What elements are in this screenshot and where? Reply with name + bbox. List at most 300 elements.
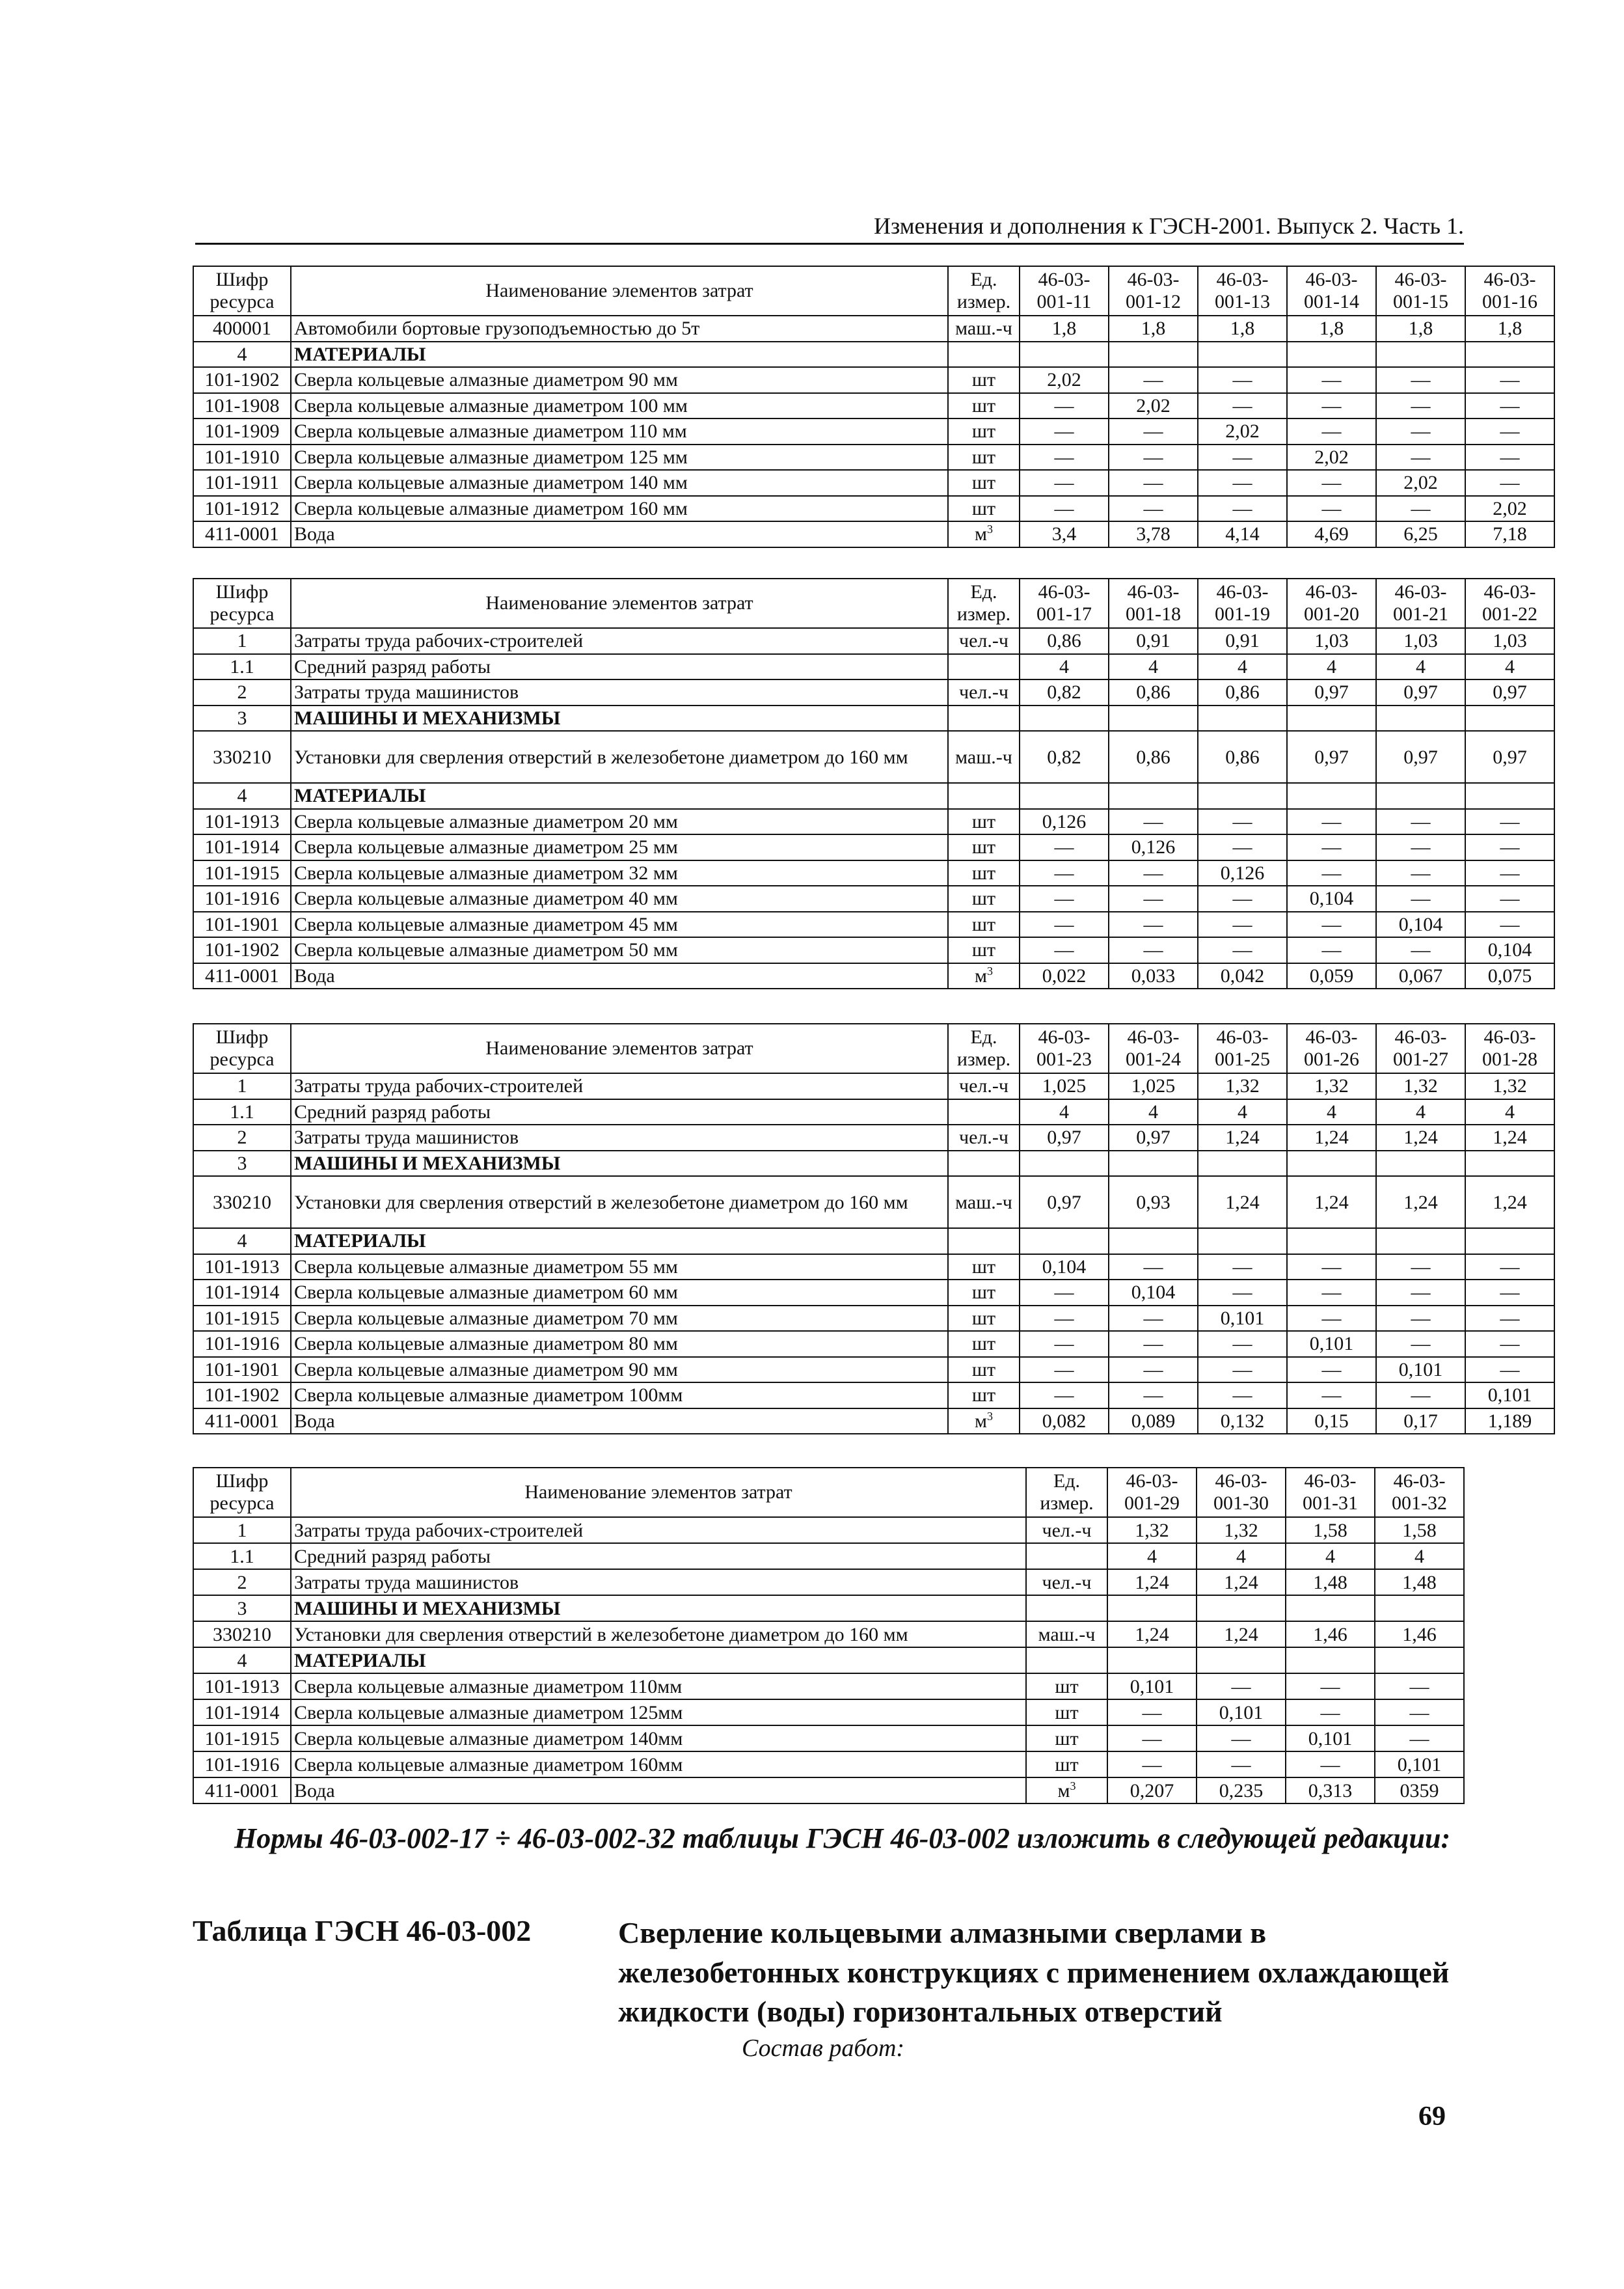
- resource-code: 411-0001: [193, 521, 291, 547]
- norm-value: 1,24: [1197, 1569, 1286, 1595]
- norm-value: 3,4: [1020, 521, 1109, 547]
- table-row: [193, 706, 1554, 732]
- header-norm-code: [1198, 1024, 1287, 1073]
- header-code: [193, 1468, 291, 1517]
- resource-code: 101-1916: [193, 1331, 291, 1357]
- norm-value: —: [1465, 860, 1554, 886]
- norm-value: —: [1465, 393, 1554, 419]
- unit: шт: [948, 418, 1020, 445]
- norm-value: —: [1286, 1673, 1375, 1699]
- norm-value: —: [1376, 1280, 1465, 1306]
- header-norm-code-part: 001-22: [1482, 603, 1537, 625]
- header-text-part: ресурса: [210, 291, 275, 312]
- header-norm-code-part: 001-27: [1393, 1049, 1448, 1070]
- norm-value: 4: [1109, 1099, 1198, 1125]
- norm-value: 4: [1465, 1099, 1554, 1125]
- unit: шт: [948, 470, 1020, 496]
- norm-value: 0,126: [1198, 860, 1287, 886]
- table-row: [193, 809, 1554, 835]
- norm-value: 0,91: [1198, 628, 1287, 654]
- norm-value: 2,02: [1376, 470, 1465, 496]
- table-row: [193, 342, 1554, 368]
- unit: шт: [948, 1306, 1020, 1332]
- norm-value: —: [1020, 393, 1109, 419]
- norm-value: —: [1465, 809, 1554, 835]
- resource-code: 1: [193, 1517, 291, 1543]
- norm-value: —: [1287, 1280, 1376, 1306]
- norm-value: —: [1376, 418, 1465, 445]
- norm-value: 0,93: [1109, 1176, 1198, 1228]
- norm-value: 0,042: [1198, 963, 1287, 989]
- norm-value: [1287, 1228, 1376, 1254]
- resource-name: МАШИНЫ И МЕХАНИЗМЫ: [291, 706, 948, 732]
- norm-value: 4: [1107, 1543, 1197, 1569]
- resource-name: Сверла кольцевые алмазные диаметром 110 мм: [291, 418, 948, 445]
- norm-value: —: [1109, 496, 1198, 522]
- resource-code: 330210: [193, 731, 291, 783]
- norm-value: 1,025: [1109, 1073, 1198, 1099]
- norm-value: —: [1020, 470, 1109, 496]
- norm-value: 1,8: [1020, 316, 1109, 342]
- norm-value: 0,082: [1020, 1408, 1109, 1434]
- table-row: [193, 496, 1554, 522]
- resource-code: 101-1915: [193, 1725, 291, 1751]
- norm-value: —: [1109, 912, 1198, 938]
- norm-value: —: [1375, 1673, 1464, 1699]
- resource-code: 101-1902: [193, 367, 291, 393]
- norm-value: [1287, 1151, 1376, 1177]
- norm-value: 1,8: [1287, 316, 1376, 342]
- resource-name: МАТЕРИАЛЫ: [291, 342, 948, 368]
- norm-value: 0,101: [1286, 1725, 1375, 1751]
- table-row: [193, 783, 1554, 809]
- resource-name: Сверла кольцевые алмазные диаметром 125 мм: [291, 445, 948, 471]
- resource-name: Вода: [291, 1408, 948, 1434]
- resource-code: 330210: [193, 1176, 291, 1228]
- unit: [1026, 1647, 1107, 1673]
- resource-name: Сверла кольцевые алмазные диаметром 32 мм: [291, 860, 948, 886]
- header-text-part: Ед.: [970, 1026, 997, 1048]
- resource-code: 101-1915: [193, 1306, 291, 1332]
- norm-value: 0,82: [1020, 731, 1109, 783]
- resource-code: 101-1916: [193, 886, 291, 912]
- norm-value: —: [1376, 393, 1465, 419]
- norm-value: 0,86: [1109, 731, 1198, 783]
- header-norm-code-part: 46-03-: [1216, 581, 1269, 603]
- norm-value: —: [1376, 367, 1465, 393]
- header-norm-code-part: 46-03-: [1127, 268, 1180, 290]
- header-norm-code: [1465, 1024, 1554, 1073]
- resource-name: Средний разряд работы: [291, 1543, 1026, 1569]
- header-text-part: Ед.: [970, 268, 997, 290]
- norm-value: 1,24: [1287, 1125, 1376, 1151]
- norm-value: —: [1465, 834, 1554, 860]
- norm-value: 0,97: [1020, 1125, 1109, 1151]
- header-norm-code-part: 001-24: [1126, 1049, 1181, 1070]
- norm-value: 0,126: [1109, 834, 1198, 860]
- norm-value: 4: [1287, 654, 1376, 680]
- norm-value: —: [1465, 912, 1554, 938]
- norm-value: —: [1287, 860, 1376, 886]
- norm-value: 1,24: [1376, 1125, 1465, 1151]
- norm-value: 0,17: [1376, 1408, 1465, 1434]
- norm-value: 1,8: [1109, 316, 1198, 342]
- resource-code: 2: [193, 1125, 291, 1151]
- norm-value: 0,207: [1107, 1777, 1197, 1803]
- norm-value: —: [1287, 809, 1376, 835]
- norm-value: [1465, 342, 1554, 368]
- table-row: [193, 1331, 1554, 1357]
- norm-value: 4: [1286, 1543, 1375, 1569]
- norm-value: [1109, 783, 1198, 809]
- unit: шт: [1026, 1699, 1107, 1725]
- resource-code: 101-1915: [193, 860, 291, 886]
- header-norm-code-part: 46-03-: [1393, 1470, 1446, 1492]
- resource-name: Сверла кольцевые алмазные диаметром 125мм: [291, 1699, 1026, 1725]
- header-unit: [948, 579, 1020, 628]
- header-unit: [948, 1024, 1020, 1073]
- resource-name: МАТЕРИАЛЫ: [291, 783, 948, 809]
- norm-value: —: [1109, 937, 1198, 963]
- header-text-part: Ед.: [970, 581, 997, 603]
- norm-value: [1107, 1595, 1197, 1621]
- resource-name: МАТЕРИАЛЫ: [291, 1647, 1026, 1673]
- resource-name: МАШИНЫ И МЕХАНИЗМЫ: [291, 1595, 1026, 1621]
- norm-value: —: [1109, 367, 1198, 393]
- norm-value: —: [1287, 470, 1376, 496]
- header-norm-code-part: 001-30: [1213, 1492, 1269, 1514]
- norm-value: 1,189: [1465, 1408, 1554, 1434]
- header-norm-code: [1198, 266, 1287, 316]
- norm-value: 0,022: [1020, 963, 1109, 989]
- norm-value: 1,025: [1020, 1073, 1109, 1099]
- resource-name: Сверла кольцевые алмазные диаметром 40 мм: [291, 886, 948, 912]
- page-header: Изменения и дополнения к ГЭСН-2001. Выпуск 2. Часть 1.: [195, 212, 1464, 245]
- norm-value: —: [1375, 1699, 1464, 1725]
- norm-value: [1465, 783, 1554, 809]
- resource-code: 3: [193, 1151, 291, 1177]
- table-row: [193, 1357, 1554, 1383]
- resource-code: 101-1916: [193, 1751, 291, 1777]
- norm-value: —: [1376, 860, 1465, 886]
- header-norm-code-part: 46-03-: [1305, 268, 1358, 290]
- table-row: [193, 1125, 1554, 1151]
- norm-value: 0,101: [1198, 1306, 1287, 1332]
- resource-name: Сверла кольцевые алмазные диаметром 100мм: [291, 1382, 948, 1408]
- norm-value: —: [1109, 1306, 1198, 1332]
- resource-name: Затраты труда рабочих-строителей: [291, 1073, 948, 1099]
- resource-name: Вода: [291, 963, 948, 989]
- norm-value: [1020, 706, 1109, 732]
- header-norm-code: [1107, 1468, 1197, 1517]
- norm-value: —: [1287, 912, 1376, 938]
- norm-value: 1,48: [1286, 1569, 1375, 1595]
- resource-code: 411-0001: [193, 1777, 291, 1803]
- header-norm-code-part: 46-03-: [1483, 1026, 1536, 1048]
- header-norm-code: [1375, 1468, 1464, 1517]
- header-norm-code-part: 001-21: [1393, 603, 1448, 625]
- norm-value: —: [1198, 393, 1287, 419]
- unit: шт: [948, 834, 1020, 860]
- norm-value: 4: [1020, 654, 1109, 680]
- norm-value: —: [1376, 834, 1465, 860]
- resource-name: Сверла кольцевые алмазные диаметром 160 мм: [291, 496, 948, 522]
- norm-value: —: [1109, 1357, 1198, 1383]
- norm-value: 1,8: [1465, 316, 1554, 342]
- header-name: Наименование элементов затрат: [291, 1468, 1026, 1517]
- norm-value: —: [1109, 470, 1198, 496]
- norm-value: 2,02: [1198, 418, 1287, 445]
- norm-value: —: [1286, 1751, 1375, 1777]
- unit-superscript: 3: [986, 523, 993, 536]
- norm-value: 0,101: [1375, 1751, 1464, 1777]
- table-label: Таблица ГЭСН 46-03-002: [193, 1914, 532, 1947]
- resource-code: 1: [193, 628, 291, 654]
- norm-value: [1198, 1151, 1287, 1177]
- norm-value: 4,14: [1198, 521, 1287, 547]
- resource-name: МАТЕРИАЛЫ: [291, 1228, 948, 1254]
- norm-value: [1109, 342, 1198, 368]
- resource-name: Сверла кольцевые алмазные диаметром 25 мм: [291, 834, 948, 860]
- norm-value: —: [1109, 1382, 1198, 1408]
- header-code: [193, 1024, 291, 1073]
- table-row: [193, 1228, 1554, 1254]
- table-row: [193, 654, 1554, 680]
- unit: шт: [948, 886, 1020, 912]
- header-text-part: Ед.: [1053, 1470, 1081, 1492]
- unit-superscript: 3: [986, 1409, 993, 1423]
- resource-name: Сверла кольцевые алмазные диаметром 55 мм: [291, 1254, 948, 1280]
- header-norm-code-part: 001-32: [1392, 1492, 1447, 1514]
- norm-value: 2,02: [1020, 367, 1109, 393]
- resource-name: Сверла кольцевые алмазные диаметром 45 мм: [291, 912, 948, 938]
- norm-value: —: [1287, 937, 1376, 963]
- resource-code: 101-1913: [193, 1254, 291, 1280]
- header-norm-code-part: 46-03-: [1216, 268, 1269, 290]
- header-norm-code-part: 001-14: [1304, 291, 1359, 312]
- header-norm-code-part: 46-03-: [1394, 581, 1447, 603]
- table-row: [193, 1306, 1554, 1332]
- header-norm-code: [1109, 1024, 1198, 1073]
- resource-code: 2: [193, 679, 291, 706]
- norm-value: —: [1198, 809, 1287, 835]
- norm-value: —: [1287, 418, 1376, 445]
- norm-value: —: [1286, 1699, 1375, 1725]
- resource-name: МАШИНЫ И МЕХАНИЗМЫ: [291, 1151, 948, 1177]
- norm-value: 0,104: [1287, 886, 1376, 912]
- norm-value: —: [1020, 445, 1109, 471]
- resource-code: 411-0001: [193, 1408, 291, 1434]
- header-code: [193, 579, 291, 628]
- norm-value: 0,97: [1376, 679, 1465, 706]
- norms-table-1: [193, 266, 1555, 548]
- norm-value: —: [1465, 470, 1554, 496]
- header-norm-code-part: 46-03-: [1127, 581, 1180, 603]
- unit: чел.-ч: [948, 628, 1020, 654]
- resource-code: 2: [193, 1569, 291, 1595]
- norm-value: —: [1020, 912, 1109, 938]
- unit: шт: [948, 912, 1020, 938]
- norm-value: 1,24: [1198, 1176, 1287, 1228]
- norm-value: —: [1020, 1331, 1109, 1357]
- norm-value: —: [1020, 886, 1109, 912]
- norm-value: —: [1465, 1306, 1554, 1332]
- norm-value: [1020, 342, 1109, 368]
- table-row: [193, 628, 1554, 654]
- resource-name: Сверла кольцевые алмазные диаметром 90 мм: [291, 367, 948, 393]
- norm-value: [1287, 783, 1376, 809]
- unit: шт: [1026, 1751, 1107, 1777]
- resource-name: Вода: [291, 1777, 1026, 1803]
- norm-value: 4: [1376, 654, 1465, 680]
- norm-value: 4: [1020, 1099, 1109, 1125]
- norm-value: 1,24: [1287, 1176, 1376, 1228]
- norms-table-2: [193, 578, 1555, 989]
- unit: чел.-ч: [948, 1073, 1020, 1099]
- unit: $м^3$: [1026, 1777, 1107, 1803]
- norm-value: 0,089: [1109, 1408, 1198, 1434]
- table-row: [193, 1777, 1464, 1803]
- norm-value: —: [1109, 1331, 1198, 1357]
- header-norm-code: [1109, 266, 1198, 316]
- header-norm-code-part: 46-03-: [1038, 1026, 1090, 1048]
- norm-value: 1,32: [1107, 1517, 1197, 1543]
- resource-code: 101-1913: [193, 809, 291, 835]
- header-norm-code-part: 001-17: [1036, 603, 1092, 625]
- table-name: Сверление кольцевыми алмазными сверлами в железобетонных конструкциях с применением охлаждающей жидкости (воды) горизонтальных отверстий: [618, 1916, 1450, 2029]
- norm-value: 1,24: [1376, 1176, 1465, 1228]
- norm-value: [1198, 342, 1287, 368]
- norm-value: —: [1376, 1254, 1465, 1280]
- norm-value: 1,48: [1375, 1569, 1464, 1595]
- norm-value: —: [1375, 1725, 1464, 1751]
- resource-name: Сверла кольцевые алмазные диаметром 140 мм: [291, 470, 948, 496]
- norm-value: —: [1287, 496, 1376, 522]
- header-norm-code-part: 001-18: [1126, 603, 1181, 625]
- norm-value: —: [1198, 1331, 1287, 1357]
- norm-value: [1287, 706, 1376, 732]
- unit: шт: [948, 1254, 1020, 1280]
- header-norm-code-part: 46-03-: [1394, 1026, 1447, 1048]
- header-norm-code: [1465, 266, 1554, 316]
- norm-value: 4: [1109, 654, 1198, 680]
- norm-value: 0,059: [1287, 963, 1376, 989]
- header-norm-code-part: 46-03-: [1127, 1026, 1180, 1048]
- resource-code: 101-1914: [193, 1699, 291, 1725]
- resource-name: Сверла кольцевые алмазные диаметром 110мм: [291, 1673, 1026, 1699]
- norm-value: —: [1107, 1699, 1197, 1725]
- norm-value: —: [1198, 1382, 1287, 1408]
- norm-value: 4: [1197, 1543, 1286, 1569]
- norm-value: —: [1376, 1306, 1465, 1332]
- norm-value: —: [1198, 834, 1287, 860]
- norm-value: [1020, 1151, 1109, 1177]
- resource-name: Средний разряд работы: [291, 654, 948, 680]
- norm-value: 4: [1287, 1099, 1376, 1125]
- header-norm-code-part: 001-19: [1215, 603, 1270, 625]
- norm-value: —: [1465, 418, 1554, 445]
- norm-value: —: [1109, 445, 1198, 471]
- resource-code: 101-1909: [193, 418, 291, 445]
- norm-value: 1,24: [1465, 1125, 1554, 1151]
- resource-code: 4: [193, 1228, 291, 1254]
- resource-code: 1.1: [193, 1543, 291, 1569]
- header-norm-code-part: 001-16: [1482, 291, 1537, 312]
- norm-value: 0,101: [1107, 1673, 1197, 1699]
- norm-value: —: [1465, 1357, 1554, 1383]
- norm-value: [1375, 1595, 1464, 1621]
- norm-value: 1,32: [1376, 1073, 1465, 1099]
- norm-value: 1,03: [1287, 628, 1376, 654]
- header-unit: [948, 266, 1020, 316]
- header-norm-code: [1376, 266, 1465, 316]
- table-row: [193, 1751, 1464, 1777]
- header-norm-code: [1287, 579, 1376, 628]
- table-row: [193, 1569, 1464, 1595]
- resource-code: 101-1913: [193, 1673, 291, 1699]
- norm-value: —: [1376, 886, 1465, 912]
- norm-value: 0,97: [1287, 679, 1376, 706]
- norm-value: —: [1197, 1725, 1286, 1751]
- norm-value: —: [1376, 809, 1465, 835]
- table-header-row: [193, 579, 1554, 628]
- norm-value: 0,86: [1109, 679, 1198, 706]
- unit: [948, 1151, 1020, 1177]
- header-norm-code: [1287, 1024, 1376, 1073]
- resource-name: Сверла кольцевые алмазные диаметром 50 мм: [291, 937, 948, 963]
- norm-value: 0,91: [1109, 628, 1198, 654]
- norm-value: 1,32: [1287, 1073, 1376, 1099]
- header-norm-code: [1465, 579, 1554, 628]
- norm-value: 1,32: [1465, 1073, 1554, 1099]
- resource-code: 101-1908: [193, 393, 291, 419]
- norm-value: 2,02: [1465, 496, 1554, 522]
- header-norm-code-part: 001-26: [1304, 1049, 1359, 1070]
- norm-value: 0,97: [1109, 1125, 1198, 1151]
- norm-value: —: [1020, 1306, 1109, 1332]
- header-norm-code-part: 001-13: [1215, 291, 1270, 312]
- norm-value: —: [1020, 834, 1109, 860]
- table-row: [193, 393, 1554, 419]
- norm-value: 4: [1198, 1099, 1287, 1125]
- unit: [948, 1228, 1020, 1254]
- resource-code: 101-1902: [193, 937, 291, 963]
- norm-value: 0,82: [1020, 679, 1109, 706]
- header-text-part: измер.: [956, 291, 1011, 312]
- table-row: [193, 521, 1554, 547]
- norm-value: [1287, 342, 1376, 368]
- norm-value: —: [1020, 418, 1109, 445]
- unit: шт: [948, 1331, 1020, 1357]
- unit: [948, 706, 1020, 732]
- norm-value: —: [1198, 937, 1287, 963]
- norm-value: 4: [1465, 654, 1554, 680]
- norm-value: [1376, 342, 1465, 368]
- resource-code: 101-1912: [193, 496, 291, 522]
- norm-value: 0,101: [1376, 1357, 1465, 1383]
- resource-code: 1: [193, 1073, 291, 1099]
- norm-value: —: [1198, 1357, 1287, 1383]
- table-row: [193, 679, 1554, 706]
- norm-value: [1375, 1647, 1464, 1673]
- header-norm-code: [1020, 579, 1109, 628]
- header-name: Наименование элементов затрат: [291, 1024, 948, 1073]
- norm-value: 0,104: [1376, 912, 1465, 938]
- norm-value: —: [1020, 1357, 1109, 1383]
- unit-superscript: 3: [986, 964, 993, 978]
- norm-value: 7,18: [1465, 521, 1554, 547]
- norm-value: 1,24: [1107, 1569, 1197, 1595]
